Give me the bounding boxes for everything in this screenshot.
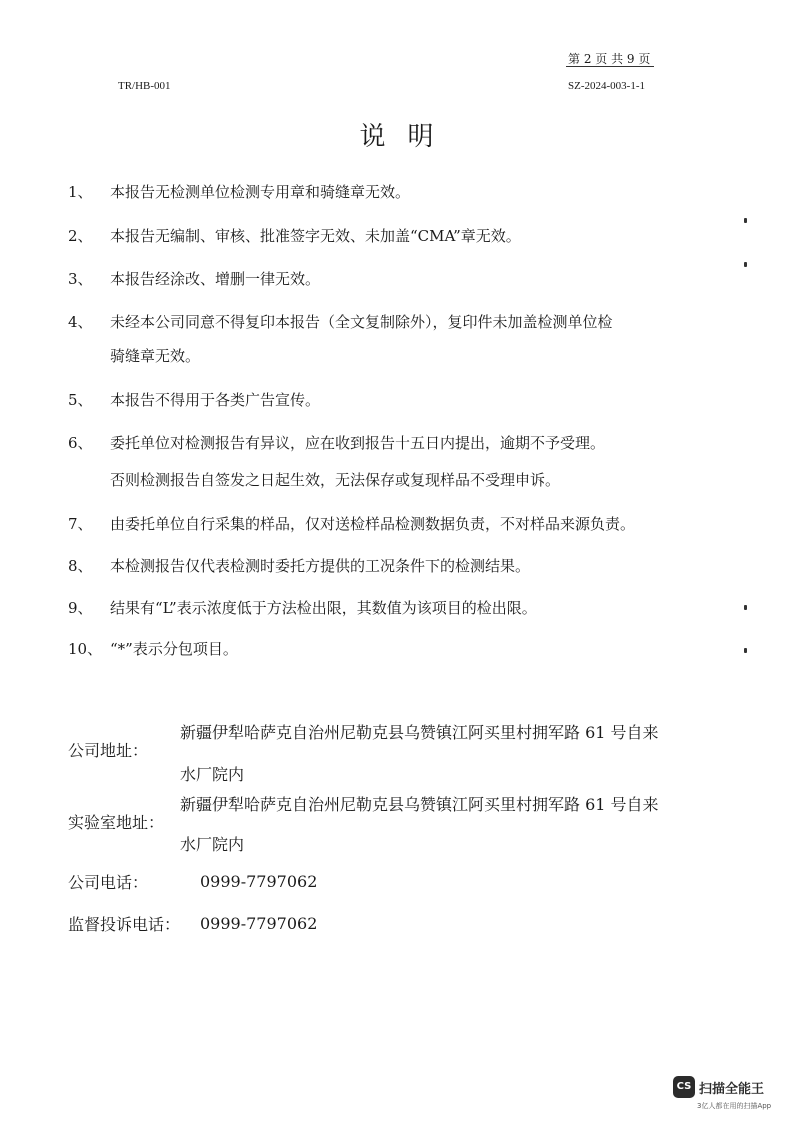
item-text-continued: 骑缝章无效。 [110, 347, 201, 365]
item-text: “*”表示分包项目。 [110, 640, 238, 658]
watermark-tagline: 3亿人都在用的扫描App [697, 1102, 772, 1110]
item-text: 本检测报告仅代表检测时委托方提供的工况条件下的检测结果。 [110, 557, 531, 575]
item-text: 未经本公司同意不得复印本报告（全文复制除外），复印件未加盖检测单位检 [110, 313, 613, 331]
item-number: 2、 [68, 227, 93, 245]
item-text: 委托单位对检测报告有异议，应在收到报告十五日内提出，逾期不予受理。 [110, 434, 606, 452]
lab-address-line2: 水厂院内 [180, 835, 245, 854]
item-number: 10、 [68, 640, 103, 658]
scan-speck [744, 648, 747, 653]
item-number: 4、 [68, 313, 93, 331]
page-title: 说明 [359, 122, 456, 152]
scan-speck [744, 262, 747, 267]
item-text: 本报告不得用于各类广告宣传。 [110, 391, 321, 409]
item-text: 本报告经涂改、增删一律无效。 [110, 270, 321, 288]
lab-address-label: 实验室地址： [68, 813, 165, 832]
company-address-line1: 新疆伊犁哈萨克自治州尼勒克县乌赞镇江阿买里村拥军路 61 号自来 [180, 723, 659, 742]
item-text: 本报告无编制、审核、批准签字无效、未加盖“CMA”章无效。 [110, 227, 521, 245]
scan-speck [744, 605, 747, 610]
company-phone: 0999-7797062 [200, 872, 318, 891]
company-phone-label: 公司电话： [68, 873, 149, 892]
item-number: 6、 [68, 434, 93, 452]
scanner-watermark [673, 1074, 783, 1114]
page-number: 第 2 页 共 9 页 [568, 52, 651, 66]
page-number-underline [566, 66, 654, 67]
item-number: 3、 [68, 270, 93, 288]
document-code: TR/HB-001 [118, 80, 171, 92]
company-address-label: 公司地址： [68, 741, 149, 760]
watermark-app-name: 扫描全能王 [699, 1082, 765, 1097]
scan-speck [744, 218, 747, 223]
complaint-phone: 0999-7797062 [200, 914, 318, 933]
lab-address-line1: 新疆伊犁哈萨克自治州尼勒克县乌赞镇江阿买里村拥军路 61 号自来 [180, 795, 659, 814]
item-number: 5、 [68, 391, 93, 409]
camscanner-logo-icon: CS [673, 1076, 695, 1098]
item-number: 8、 [68, 557, 93, 575]
complaint-phone-label: 监督投诉电话： [68, 915, 181, 934]
item-number: 1、 [68, 183, 93, 201]
item-text: 由委托单位自行采集的样品，仅对送检样品检测数据负责，不对样品来源负责。 [110, 515, 636, 533]
company-address-line2: 水厂院内 [180, 765, 245, 784]
item-text: 结果有“L”表示浓度低于方法检出限，其数值为该项目的检出限。 [110, 599, 537, 617]
report-number: SZ-2024-003-1-1 [568, 80, 645, 92]
item-number: 7、 [68, 515, 93, 533]
item-text: 本报告无检测单位检测专用章和骑缝章无效。 [110, 183, 411, 201]
item-number: 9、 [68, 599, 93, 617]
item-text-continued: 否则检测报告自签发之日起生效，无法保存或复现样品不受理申诉。 [110, 471, 561, 489]
